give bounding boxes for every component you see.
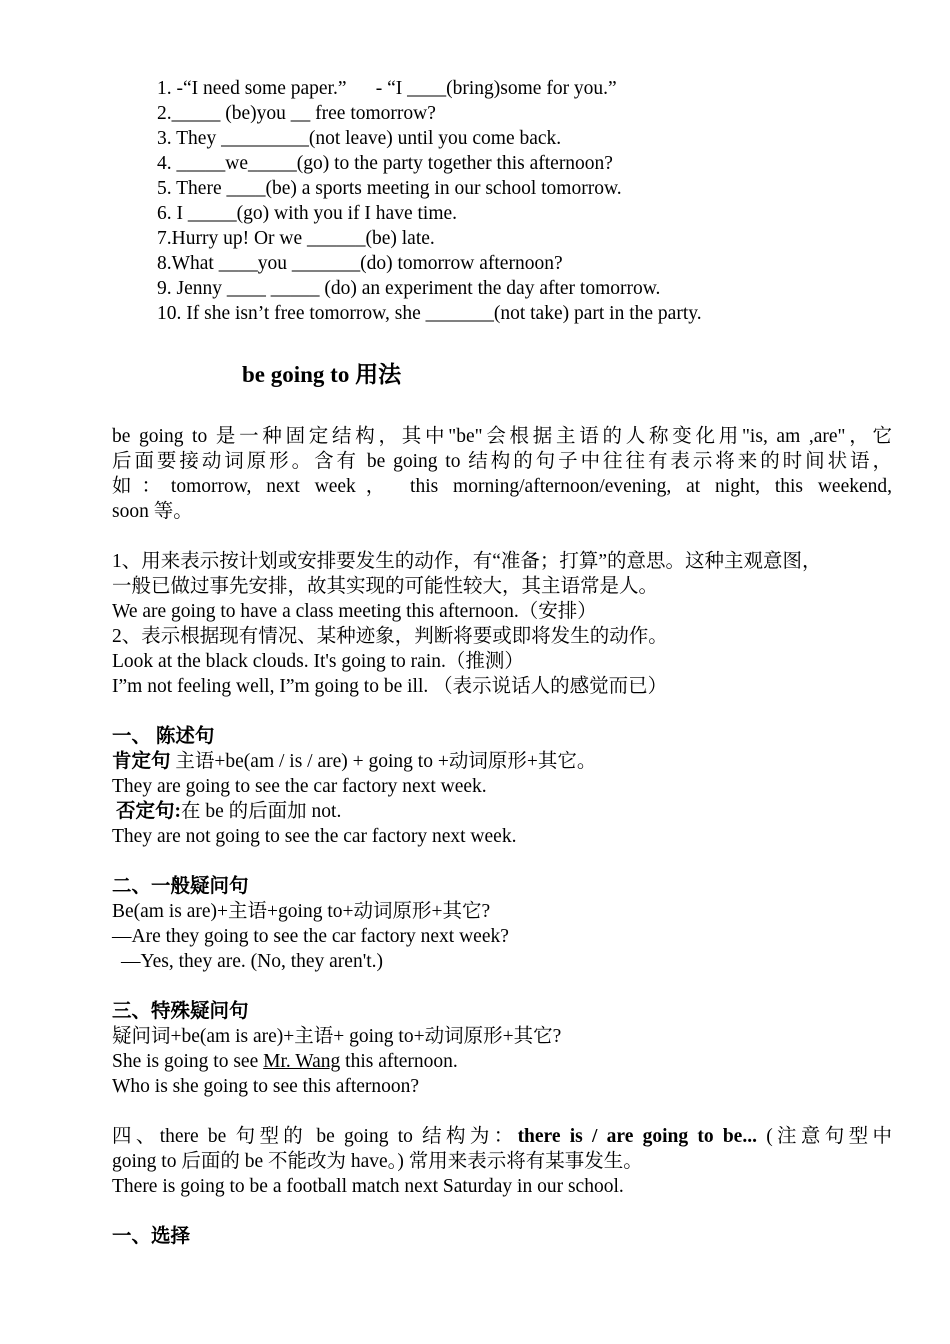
there-be-text: 四、there be 句型的 be going to 结构为： — [112, 1126, 518, 1147]
special-question-question: Who is she going to see this afternoon? — [112, 1076, 420, 1097]
there-be-structure: there is / are going to be... — [517, 1126, 757, 1147]
exercise-item: 8.What ____you _______(do) tomorrow afternoon? — [157, 253, 563, 274]
usage-1-example: We are going to have a class meeting this afternoon.（安排） — [112, 601, 597, 622]
exercise-item: 6. I _____(go) with you if I have time. — [157, 203, 458, 224]
exercise-item: 9. Jenny ____ _____ (do) an experiment the day after tomorrow. — [157, 278, 661, 299]
positive-label: 肯定句 — [112, 751, 171, 772]
intro-line: 后面要接动词原形。含有 be going to 结构的句子中往往有表示将来的时间状语， — [112, 451, 892, 472]
intro-line: be going to 是一种固定结构，其中"be"会根据主语的人称变化用"is, am ,are"，它 — [112, 426, 892, 447]
usage-2-line: 2、表示根据现有情况、某种迹象，判断将要或即将发生的动作。 — [112, 626, 668, 647]
exercise-list — [157, 76, 702, 326]
example-text: She is going to see — [112, 1051, 264, 1072]
general-question-example: —Are they going to see the car factory next week? — [112, 926, 509, 947]
choice-heading: 一、选择 — [112, 1226, 191, 1247]
special-question-heading: 三、特殊疑问句 — [112, 1001, 249, 1022]
negative-rule: 在 be 的后面加 not. — [181, 801, 342, 822]
underlined-name: Mr. Wang — [263, 1051, 341, 1072]
general-question-answer: —Yes, they are. (No, they aren't.) — [121, 951, 384, 972]
example-text: this afternoon. — [340, 1051, 458, 1072]
special-question-example — [112, 1049, 892, 1074]
general-question-rule: Be(am is are)+主语+going to+动词原形+其它? — [112, 901, 491, 922]
declarative-heading: 一、 陈述句 — [112, 726, 215, 747]
usage-2-example: I”m not feeling well, I”m going to be ill. （表示说话人的感觉而已） — [112, 676, 668, 697]
special-question-rule: 疑问词+be(am is are)+主语+ going to+动词原形+其它? — [112, 1026, 562, 1047]
exercise-item: 10. If she isn’t free tomorrow, she _______(not take) part in the party. — [157, 303, 702, 324]
there-be-example: There is going to be a football match next Saturday in our school. — [112, 1176, 624, 1197]
positive-rule-line — [112, 749, 892, 774]
exercise-item: 7.Hurry up! Or we ______(be) late. — [157, 228, 435, 249]
negative-rule-line — [112, 799, 892, 824]
there-be-line: going to 后面的 be 不能改为 have。) 常用来表示将有某事发生。 — [112, 1151, 643, 1172]
exercise-item: 2._____ (be)you __ free tomorrow? — [157, 103, 436, 124]
negative-example: They are not going to see the car factory next week. — [112, 826, 517, 847]
exercise-item: 5. There ____(be) a sports meeting in our school tomorrow. — [157, 178, 622, 199]
exercise-item: 4. _____we_____(go) to the party together this afternoon? — [157, 153, 613, 174]
usage-1-line: 1、用来表示按计划或安排要发生的动作，有“准备；打算”的意思。这种主观意图， — [112, 551, 822, 572]
main-content — [112, 424, 892, 1249]
intro-line: 如：tomorrow, next week， this morning/afternoon/evening, at night, this weekend, — [112, 476, 892, 497]
there-be-text: (注意句型中 — [756, 1126, 892, 1147]
positive-rule: 主语+be(am / is / are) + going to +动词原形+其它。 — [170, 751, 597, 772]
exercise-item: 1. -“I need some paper.” - “I ____(bring)some for you.” — [157, 78, 617, 99]
negative-label: 否定句: — [116, 801, 181, 822]
usage-2-example: Look at the black clouds. It's going to rain.（推测） — [112, 651, 524, 672]
exercise-item: 3. They _________(not leave) until you come back. — [157, 128, 562, 149]
positive-example: They are going to see the car factory next week. — [112, 776, 487, 797]
there-be-line — [112, 1124, 892, 1149]
section-title: be going to 用法 — [242, 362, 402, 387]
usage-1-line: 一般已做过事先安排，故其实现的可能性较大，其主语常是人。 — [112, 576, 659, 597]
general-question-heading: 二、一般疑问句 — [112, 876, 249, 897]
intro-line: soon 等。 — [112, 501, 193, 522]
